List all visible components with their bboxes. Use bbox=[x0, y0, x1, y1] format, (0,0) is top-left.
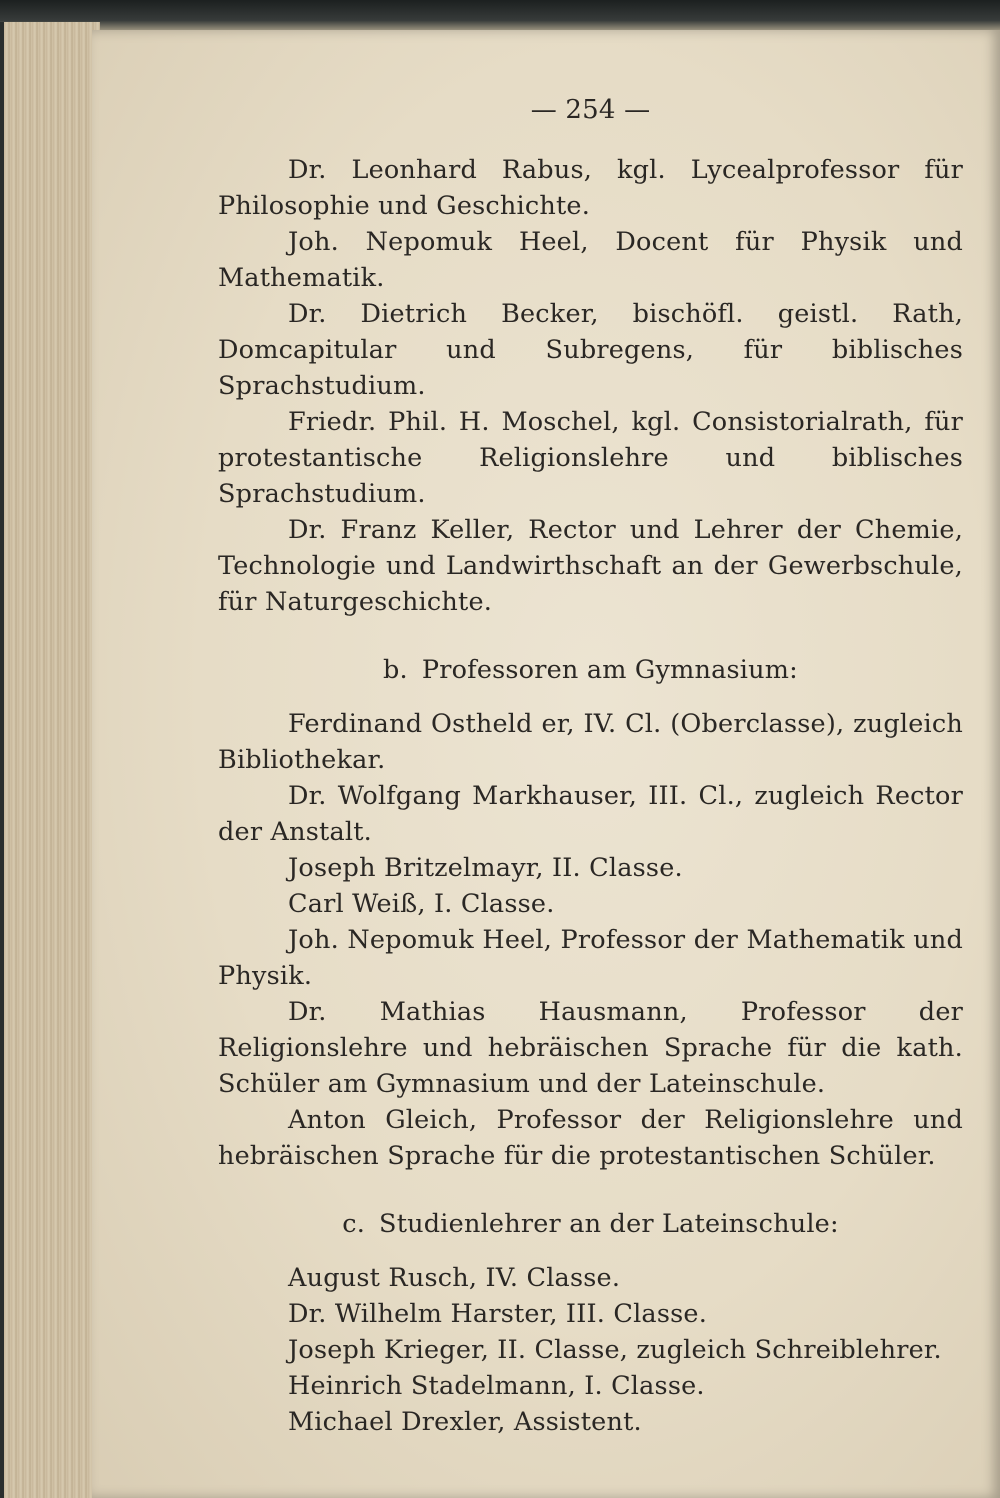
section-b-heading bbox=[218, 652, 963, 688]
entry-rabus: Dr. Leonhard Rabus, kgl. Lycealprofessor für Philosophie und Geschichte. bbox=[218, 155, 963, 221]
entry-harster: Dr. Wilhelm Harster, III. Classe. bbox=[288, 1299, 707, 1329]
entry-weiss: Carl Weiß, I. Classe. bbox=[288, 889, 555, 919]
section-b-list bbox=[218, 706, 963, 1174]
entry-hausmann: Dr. Mathias Hausmann, Professor der Religionslehre und hebräischen Sprache für die kath. Schüler am Gymnasium und der Lateinschule. bbox=[218, 997, 963, 1099]
intro-list bbox=[218, 152, 963, 620]
entry-rusch: August Rusch, IV. Classe. bbox=[288, 1263, 621, 1293]
entry-becker: Dr. Dietrich Becker, bischöfl. geistl. Rath, Domcapitular und Subregens, für biblisches Sprachstudium. bbox=[218, 299, 963, 401]
entry-drexler: Michael Drexler, Assistent. bbox=[288, 1407, 642, 1437]
section-b-letter: b. bbox=[383, 655, 408, 685]
page-edges bbox=[0, 22, 100, 1498]
book-top-edge bbox=[0, 0, 1000, 34]
entry-heel-professor: Joh. Nepomuk Heel, Professor der Mathematik und Physik. bbox=[218, 925, 963, 991]
entry-britzelmayr: Joseph Britzelmayr, II. Classe. bbox=[288, 853, 683, 883]
entry-moschel: Friedr. Phil. H. Moschel, kgl. Consistorialrath, für protestantische Religionslehre und biblisches Sprachstudium. bbox=[218, 407, 963, 509]
entry-markhauser: Dr. Wolfgang Markhauser, III. Cl., zugleich Rector der Anstalt. bbox=[218, 781, 963, 847]
page-number: — 254 — bbox=[530, 95, 651, 125]
section-c-letter: c. bbox=[342, 1209, 366, 1239]
section-b-title: Professoren am Gymnasium: bbox=[421, 655, 798, 685]
entry-keller: Dr. Franz Keller, Rector und Lehrer der Chemie, Technologie und Landwirthschaft an der Gewerbschule, für Naturgeschichte. bbox=[218, 515, 963, 617]
section-c-title: Studienlehrer an der Lateinschule: bbox=[379, 1209, 839, 1239]
entry-krieger: Joseph Krieger, II. Classe, zugleich Schreiblehrer. bbox=[288, 1335, 942, 1365]
entry-heel-docent: Joh. Nepomuk Heel, Docent für Physik und Mathematik. bbox=[218, 227, 963, 293]
page-text bbox=[218, 80, 963, 1440]
section-c-list bbox=[218, 1260, 963, 1440]
entry-ostheld: Ferdinand Ostheld er, IV. Cl. (Oberclasse), zugleich Bibliothekar. bbox=[218, 709, 963, 775]
entry-gleich: Anton Gleich, Professor der Religionslehre und hebräischen Sprache für die protestantischen Schüler. bbox=[218, 1105, 963, 1171]
section-c-heading bbox=[218, 1206, 963, 1242]
entry-stadelmann: Heinrich Stadelmann, I. Classe. bbox=[288, 1371, 705, 1401]
